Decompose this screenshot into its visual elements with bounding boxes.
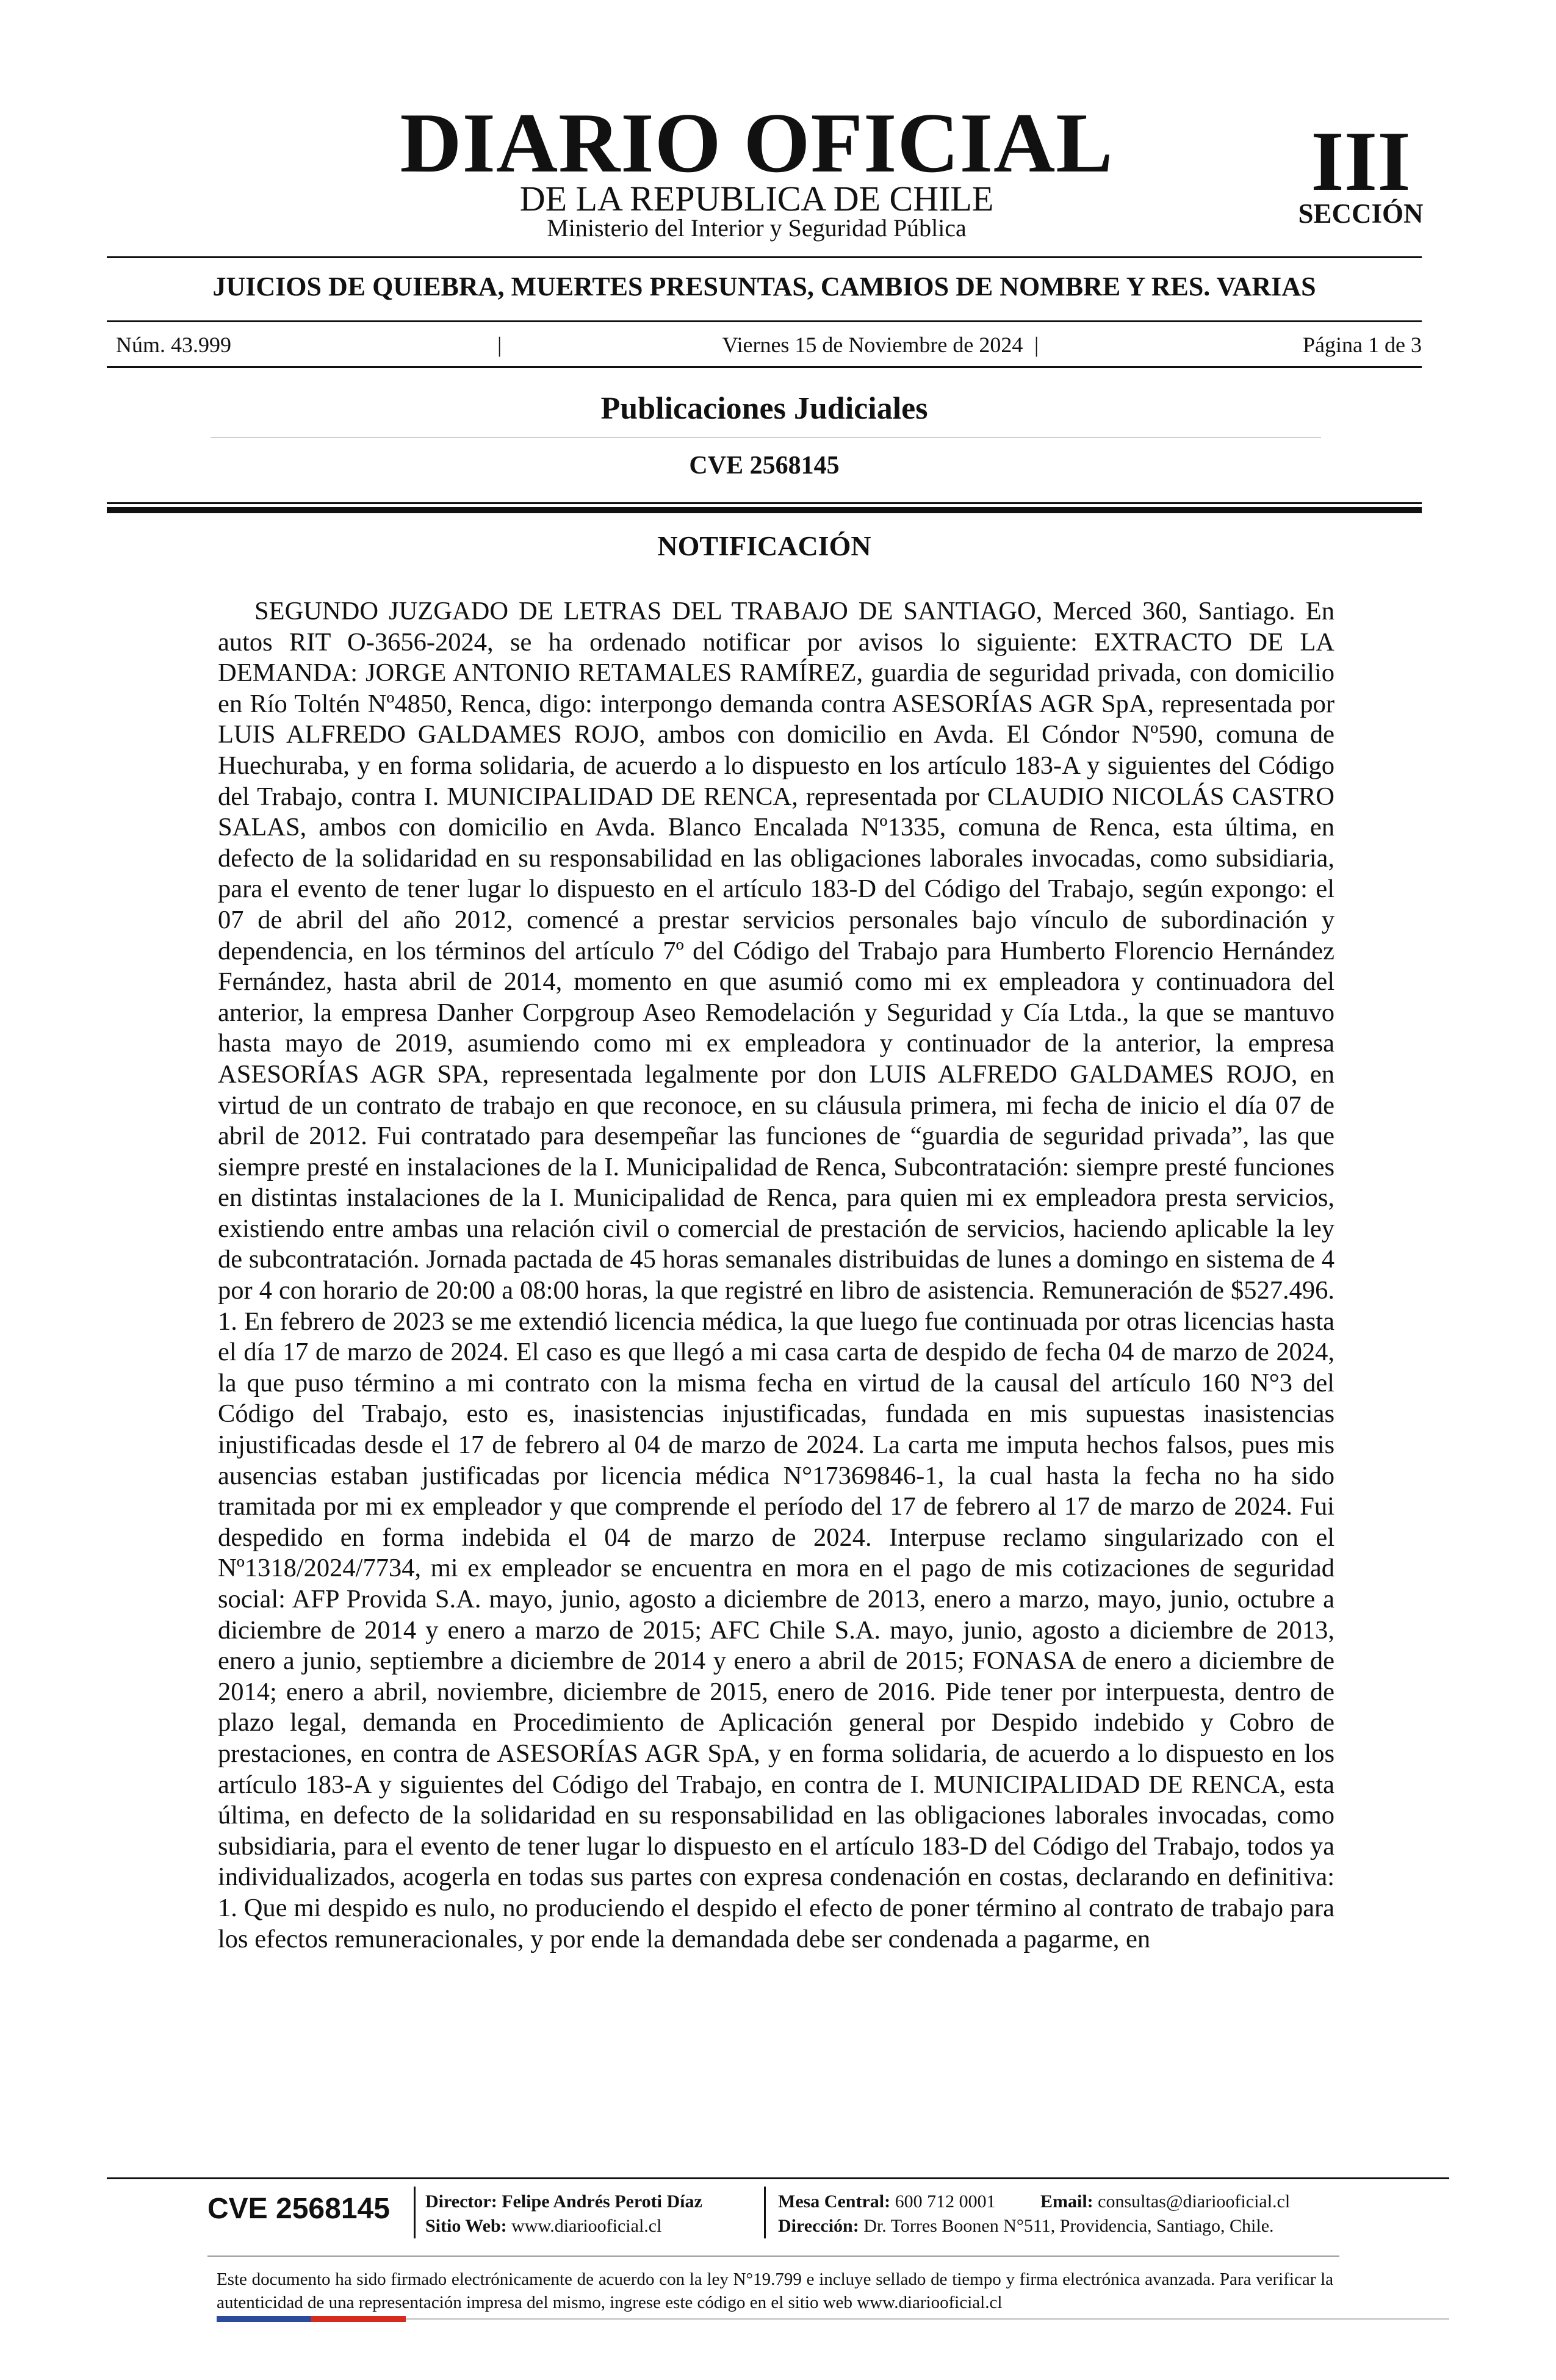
meta-separator: | [497, 333, 502, 357]
address-label: Dirección: [778, 2216, 859, 2236]
director-name: Felipe Andrés Peroti Díaz [502, 2191, 702, 2212]
section-divider-top [107, 320, 1422, 322]
email-label: Email: [1040, 2191, 1093, 2212]
issue-date: Viernes 15 de Noviembre de 2024 [722, 333, 1023, 357]
director-label: Director: [425, 2191, 497, 2212]
footer-column-divider [764, 2187, 766, 2238]
footer-website [425, 2214, 661, 2238]
footer-column-divider [414, 2187, 416, 2238]
ministry-line: Ministerio del Interior y Seguridad Pública [547, 214, 967, 242]
flag-bar-line [406, 2318, 1449, 2320]
section-title: JUICIOS DE QUIEBRA, MUERTES PRESUNTAS, CAMBIOS DE NOMBRE Y RES. VARIAS [212, 272, 1316, 301]
website-link[interactable]: www.diariooficial.cl [511, 2216, 662, 2236]
notice-body: SEGUNDO JUZGADO DE LETRAS DEL TRABAJO DE SANTIAGO, Merced 360, Santiago. En autos RIT O-3656-2024, se ha ordenado notificar por avisos lo siguiente: EXTRACTO DE LA DEMANDA: JORGE ANTONIO RETAMALES RAMÍREZ, guardia de seguridad privada, con domicilio en Río Toltén Nº4850, Renca, digo: interpongo demanda contra ASESORÍAS AGR SpA, representada por LUIS ALFREDO GALDAMES ROJO, ambos con domicilio en Avda. El Cóndor Nº590, comuna de Huechuraba, y en forma solidaria, de acuerdo a lo dispuesto en los artículo 183-A y siguientes del Código del Trabajo, contra I. MUNICIPALIDAD DE RENCA, representada por CLAUDIO NICOLÁS CASTRO SALAS, ambos con domicilio en Avda. Blanco Encalada Nº1335, comuna de Renca, esta última, en defecto de la solidaridad en su responsabilidad en las obligaciones laborales invocadas, como subsidiaria, para el evento de tener lugar lo dispuesto en el artículo 183-D del Código del Trabajo, según expongo: el 07 de abril del año 2012, comencé a prestar servicios personales bajo vínculo de subordinación y dependencia, en los términos del artículo 7º del Código del Trabajo para Humberto Florencio Hernández Fernández, hasta abril de 2014, momento en que asumió como mi ex empleadora y continuadora del anterior, la empresa Danher Corpgroup Aseo Remodelación y Seguridad y Cía Ltda., la que se mantuvo hasta mayo de 2019, asumiendo como mi ex empleadora y continuador de la anterior, la empresa ASESORÍAS AGR SPA, representada legalmente por don LUIS ALFREDO GALDAMES ROJO, en virtud de un contrato de trabajo en que reconoce, en su cláusula primera, mi fecha de inicio el día 07 de abril de 2012. Fui contratado para desempeñar las funciones de “guardia de seguridad privada”, las que siempre presté en instalaciones de la I. Municipalidad de Renca, Subcontratación: siempre presté funciones en distintas instalaciones de la I. Municipalidad de Renca, para quien mi ex empleadora presta servicios, existiendo entre ambas una relación civil o comercial de prestación de servicios, haciendo aplicable la ley de subcontratación. Jornada pactada de 45 horas semanales distribuidas de lunes a domingo en sistema de 4 por 4 con horario de 20:00 a 08:00 horas, la que registré en libro de asistencia. Remuneración de $527.496. 1. En febrero de 2023 se me extendió licencia médica, la que luego fue continuada por otras licencias hasta el día 17 de marzo de 2024. El caso es que llegó a mi casa carta de despido de fecha 04 de marzo de 2024, la que puso término a mi contrato con la misma fecha en virtud de la causal del artículo 160 N°3 del Código del Trabajo, esto es, inasistencias injustificadas, fundada en mis supuestas inasistencias injustificadas desde el 17 de febrero al 04 de marzo de 2024. La carta me imputa hechos falsos, pues mis ausencias estaban justificadas por licencia médica N°17369846-1, la cual hasta la fecha no ha sido tramitada por mi ex empleador y que comprende el período del 17 de febrero al 17 de marzo de 2024. Fui despedido en forma indebida el 04 de marzo de 2024. Interpuse reclamo singularizado con el Nº1318/2024/7734, mi ex empleador se encuentra en mora en el pago de mis cotizaciones de seguridad social: AFP Provida S.A. mayo, junio, agosto a diciembre de 2013, enero a marzo, mayo, junio, octubre a diciembre de 2014 y enero a marzo de 2015; AFC Chile S.A. mayo, junio, agosto a diciembre de 2013, enero a junio, septiembre a diciembre de 2014 y enero a abril de 2015; FONASA de enero a diciembre de 2014; enero a abril, noviembre, diciembre de 2015, enero de 2016. Pide tener por interpuesta, dentro de plazo legal, demanda en Procedimiento de Aplicación general por Despido indebido y Cobro de prestaciones, en contra de ASESORÍAS AGR SpA, y en forma solidaria, de acuerdo a lo dispuesto en los artículo 183-A y siguientes del Código del Trabajo, en contra de I. MUNICIPALIDAD DE RENCA, esta última, en defecto de la solidaridad en su responsabilidad en las obligaciones laborales invocadas, como subsidiaria, para el evento de tener lugar lo dispuesto en el artículo 183-D del Código del Trabajo, todos ya individualizados, acogerla en todas sus partes con expresa condenación en costas, declarando en definitiva: 1. Que mi despido es nulo, no produciendo el despido el efecto de poner término al contrato de trabajo para los efectos remuneracionales, y por ende la demandada debe ser condenada a pagarme, en [218, 597, 1334, 1953]
footer-address [778, 2214, 1274, 2238]
newspaper-title: DIARIO OFICIAL [400, 96, 1114, 190]
meta-separator: | [1034, 333, 1039, 357]
section-number: III [1311, 114, 1411, 209]
footer-email [1040, 2190, 1290, 2214]
website-label: Sitio Web: [425, 2216, 507, 2236]
meta-divider [107, 366, 1422, 368]
footer-phone [778, 2190, 996, 2214]
flag-bar-red [311, 2316, 406, 2322]
phone-label: Mesa Central: [778, 2191, 891, 2212]
footer-director [425, 2190, 702, 2214]
cve-divider-thick [107, 507, 1422, 513]
footer-cve: CVE 2568145 [207, 2193, 390, 2225]
flag-bar-blue [217, 2316, 311, 2322]
issue-number: Núm. 43.999 [116, 333, 231, 357]
publication-heading: Publicaciones Judiciales [600, 391, 928, 426]
email-link[interactable]: consultas@diariooficial.cl [1098, 2191, 1291, 2212]
footer-divider [107, 2177, 1449, 2179]
newspaper-subtitle: DE LA REPUBLICA DE CHILE [519, 179, 994, 218]
masthead-divider [107, 256, 1422, 258]
issue-meta-row [110, 330, 1422, 360]
address-text: Dr. Torres Boonen N°511, Providencia, Santiago, Chile. [863, 2216, 1274, 2236]
phone-number: 600 712 0001 [895, 2191, 996, 2212]
section-label: SECCIÓN [1298, 198, 1424, 229]
cve-divider-thin [107, 502, 1422, 504]
page-indicator: Página 1 de 3 [1303, 333, 1422, 357]
heading-underline [211, 437, 1321, 438]
footer-legal-divider [207, 2256, 1339, 2257]
cve-code: CVE 2568145 [689, 452, 840, 480]
legal-notice: Este documento ha sido firmado electrónicamente de acuerdo con la ley N°19.799 e incluye sellado de tiempo y firma electrónica avanzada. Para verificar la autenticidad de una representación impresa del mismo, ingrese este código en el sitio web www.diariooficial.cl [217, 2270, 1333, 2312]
notice-title: NOTIFICACIÓN [657, 530, 871, 561]
